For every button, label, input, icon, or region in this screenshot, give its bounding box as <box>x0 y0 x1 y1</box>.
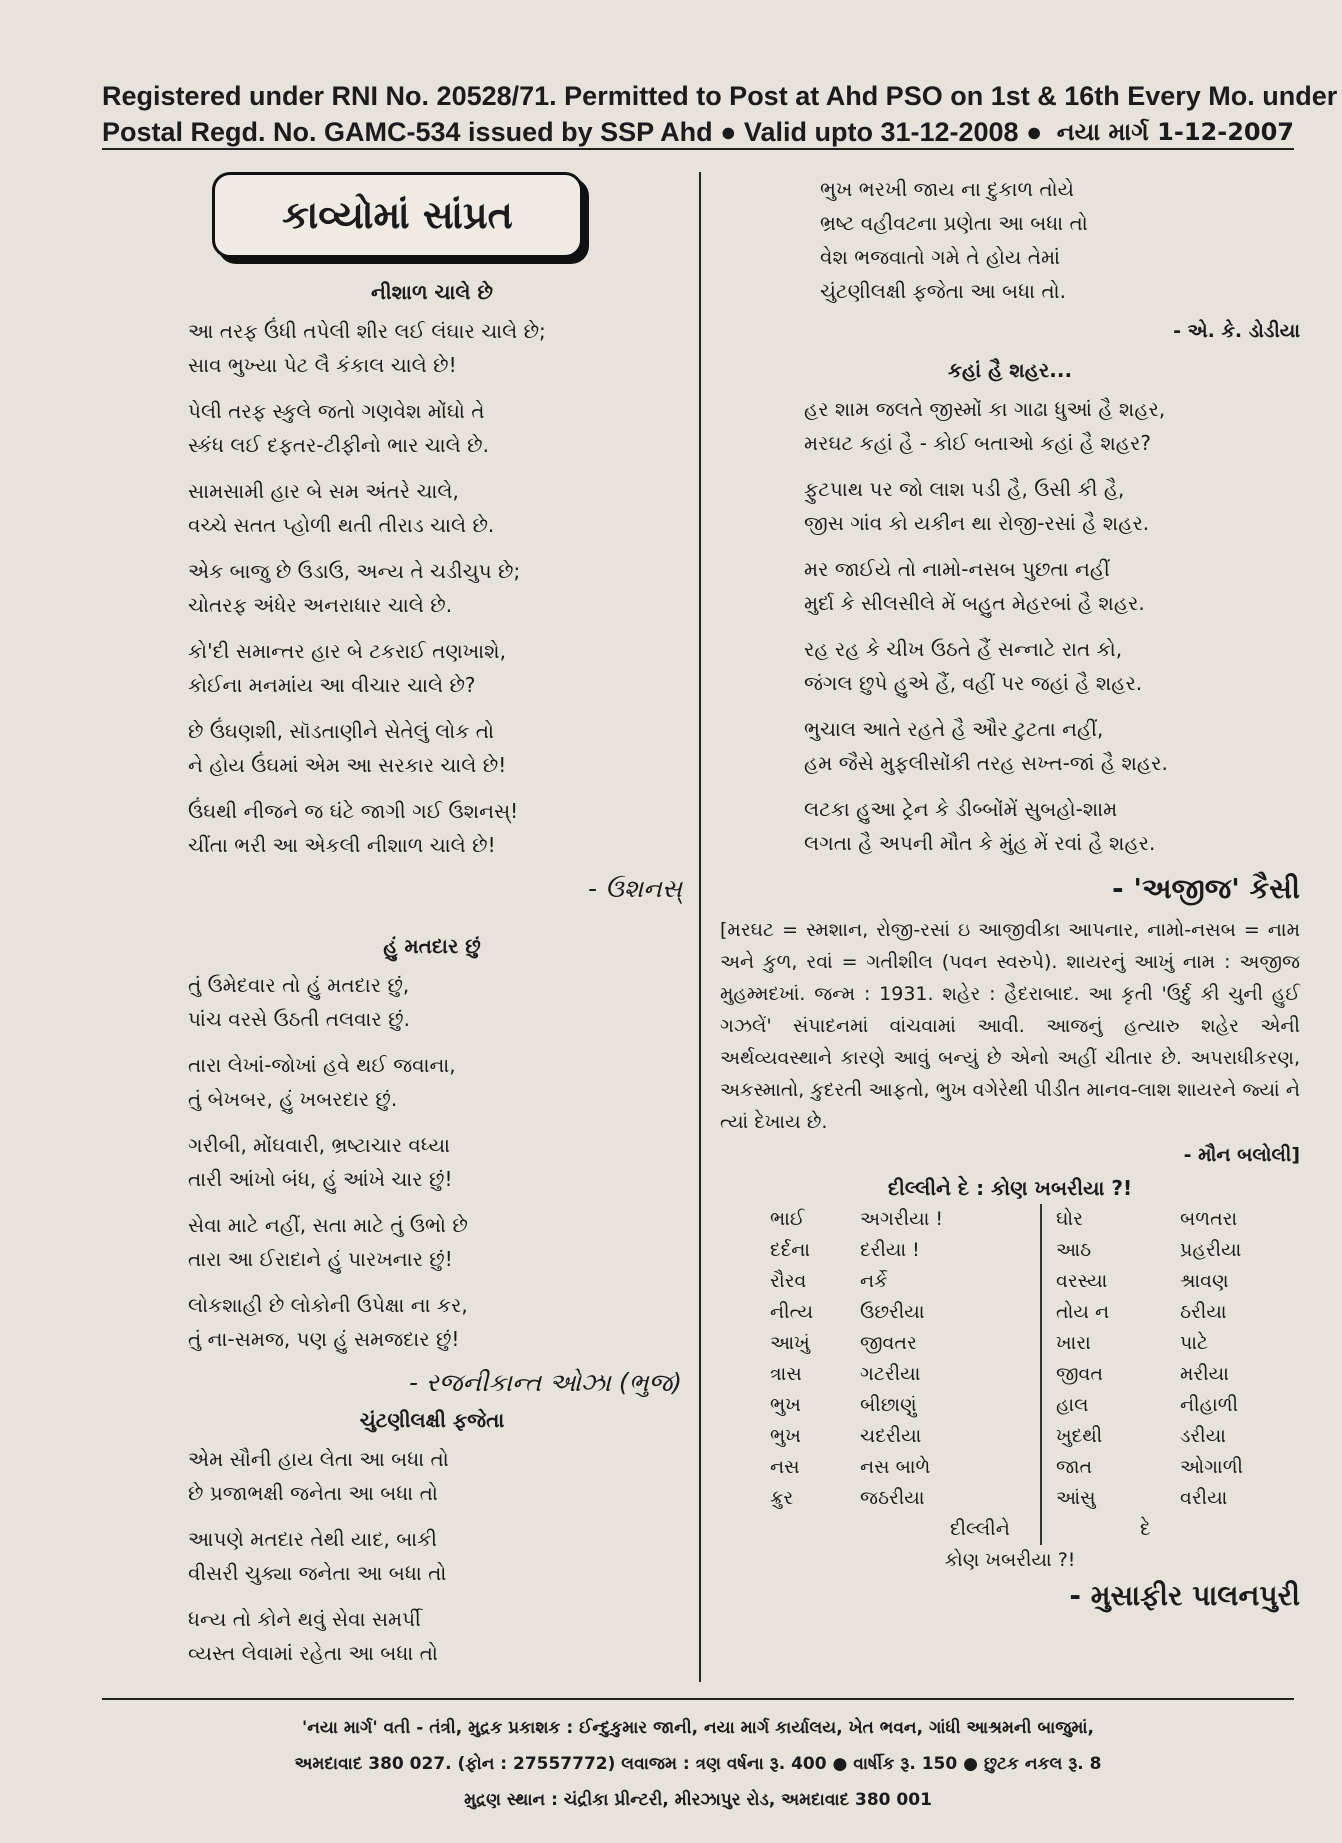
poem-line: લગતા હૈ અપની મૌત કે મુંહ મેં રવાં હૈ શહર. <box>804 831 1156 855</box>
table-row <box>720 1421 1300 1452</box>
table-cell: અગરીયા ! <box>860 1208 944 1230</box>
poem-line: તારી આંખો બંધ, હું આંખે ચાર છું! <box>188 1167 453 1191</box>
poem-line: હર શામ જલતે જીસ્મોં કા ગાઢા ધુઆં હૈ શહર, <box>804 397 1166 421</box>
table-cell: તોય ન <box>1040 1297 1140 1328</box>
stanza <box>188 1602 682 1670</box>
poem-line: જીસ ગાંવ કો યકીન થા રોજી-રસાં હૈ શહર. <box>804 511 1150 535</box>
table-cell: વરીયા <box>1180 1487 1228 1509</box>
table-cell: આઠ <box>1040 1235 1140 1266</box>
table-cell: જીવતર <box>860 1332 917 1354</box>
poem-line: આ તરફ ઉંધી તપેલી શીર લઈ લંઘાર ચાલે છે; <box>188 319 546 343</box>
poem4-body <box>798 392 1300 860</box>
poem-line: મર જાઈયે તો નામો-નસબ પુછતા નહીં <box>804 557 1110 581</box>
stanza <box>188 1288 682 1356</box>
poem3-body <box>182 1442 682 1670</box>
poem-line: ને હોય ઉંઘમાં એમ આ સરકાર ચાલે છે! <box>188 753 507 777</box>
table-row <box>720 1297 1300 1328</box>
footer-line-2: અમદાવાદ 380 027. (ફોન : 27557772) લવાજમ : ત્રણ વર્ષના રૂ. 400 ● વાર્ષીક રૂ. 150 ● છુટક નકલ રૂ. 8 <box>294 1754 1102 1774</box>
table-cell: નીહાળી <box>1180 1394 1239 1416</box>
poem-line: છે પ્રજાભક્ષી જનેતા આ બધા તો <box>188 1481 438 1505</box>
poem-line: ફુટપાથ પર જો લાશ પડી હૈ, ઉસી કી હૈ, <box>804 477 1125 501</box>
poem1-author: - ઉશનસ્ <box>587 874 682 903</box>
table-cell: ખુદથી <box>1040 1421 1140 1452</box>
poem4-author: - 'અજીજ' કૈસી <box>1112 872 1300 905</box>
poem5-closing-right: દે <box>1140 1518 1151 1540</box>
table-cell: પાટે <box>1180 1332 1209 1354</box>
table-cell: જઠરીયા <box>860 1487 925 1509</box>
poem4-note-author: - મૌન બલોલી] <box>1183 1144 1300 1166</box>
poem3-continuation <box>820 172 1300 308</box>
left-column <box>182 170 682 1682</box>
right-column <box>720 172 1300 1613</box>
table-cell: ક્રુર <box>770 1487 794 1509</box>
poem2-body <box>182 968 682 1356</box>
table-row <box>720 1266 1300 1297</box>
poem4-note: [મરઘટ = સ્મશાન, રોજી-રસાં ઇ આજીવીકા આપનાર, નામો-નસબ = નામ અને કુળ, રવાં = ગતીશીલ (પવન સ્વરુપે). શાયરનું આખું નામ : અજીજ મુહમ્મદખાં. જન્મ : 1931. શહેર : હૈદરાબાદ. આ કૃતી 'ઉર્દુ કી ચુની હુઈ ગઝલેં' સંપાદનમાં વાંચવામાં આવી. આજનું હત્યારુ શહેર એની અર્થવ્યવસ્થાને કારણે આવું બન્યું છે એનો અહીં ચીતાર છે. અપરાધીકરણ, અકસ્માતો, કુદરતી આફતો, ભુખ વગેરેથી પીડીત માનવ-લાશ શાયરને જ્યાં ને ત્યાં દેખાય છે. <box>720 919 1300 1133</box>
postal-registration: Postal Regd. No. GAMC-534 issued by SSP Ahd ● Valid upto 31-12-2008 ● <box>102 117 1043 147</box>
poem-line: ચુંટણીલક્ષી ફજેતા આ બધા તો. <box>820 279 1066 303</box>
poem5-title: દીલ્લીને દે : કોણ ખબરીયા ?! <box>887 1176 1133 1200</box>
poem-line: કો'દી સમાન્તર હાર બે ટકરાઈ તણખાશે, <box>188 639 506 663</box>
poem-line: તારા આ ઈરાદાને હું પારખનાર છું! <box>188 1247 453 1271</box>
poem-line: મુર્દા કે સીલસીલે મેં બહુત મેહરબાં હૈ શહર. <box>804 591 1145 615</box>
column-divider <box>699 172 701 1682</box>
table-cell: જીવત <box>1040 1359 1140 1390</box>
table-cell: ભુખ <box>770 1394 801 1416</box>
section-title: કાવ્યોમાં સાંપ્રત <box>212 172 583 258</box>
table-cell: ત્રાસ <box>770 1363 802 1385</box>
table-cell: ડરીયા <box>1180 1425 1226 1447</box>
poem-line: છે ઉંઘણશી, સૉડતાણીને સેતેલું લોક તો <box>188 719 495 743</box>
table-row <box>720 1483 1300 1514</box>
poem-line: વચ્ચે સતત પ્હોળી થતી તીરાડ ચાલે છે. <box>188 513 495 537</box>
stanza <box>188 1442 682 1510</box>
poem-line: વીસરી ચુક્યા જનેતા આ બધા તો <box>188 1561 447 1585</box>
table-cell: નસ બાળે <box>860 1456 931 1478</box>
poem-line: ભ્રષ્ટ વહીવટના પ્રણેતા આ બધા તો <box>820 211 1088 235</box>
table-cell: બીછાણું <box>860 1394 917 1416</box>
table-cell: રૌરવ <box>770 1270 807 1292</box>
poem-line: સાવ ભુખ્યા પેટ લૈ કંકાલ ચાલે છે! <box>188 353 457 377</box>
poem2-title: હું મતદાર છું <box>383 934 481 958</box>
poem-line: વેશ ભજવાતો ગમે તે હોય તેમાં <box>820 245 1061 269</box>
poem5-closing-2: કોણ ખબરીયા ?! <box>944 1549 1076 1571</box>
poem-line: ભુખ ભરખી જાય ના દુકાળ તોયે <box>820 177 1075 201</box>
poem5-closing-left: દીલ્લીને <box>950 1518 1010 1540</box>
poem-line: રહ રહ કે ચીખ ઉઠતે હૈં સન્નાટે રાત કો, <box>804 637 1123 661</box>
stanza <box>804 392 1300 460</box>
poem-line: લોકશાહી છે લોકોની ઉપેક્ષા ના કર, <box>188 1293 468 1317</box>
poem-line: પેલી તરફ સ્કુલે જતો ગણવેશ મોંઘો તે <box>188 399 485 423</box>
stanza <box>804 792 1300 860</box>
table-cell: દર્દના <box>770 1239 811 1261</box>
table-row <box>720 1390 1300 1421</box>
poem5-closing-1 <box>720 1514 1300 1545</box>
poem4-title: કહાં હૈ શહર... <box>947 358 1073 382</box>
table-cell: ઠરીયા <box>1180 1301 1227 1323</box>
stanza <box>188 1522 682 1590</box>
table-cell: આંસુ <box>1040 1483 1140 1514</box>
stanza <box>804 552 1300 620</box>
table-row <box>720 1359 1300 1390</box>
table-cell: ઓગાળી <box>1180 1456 1243 1478</box>
stanza <box>188 968 682 1036</box>
poem-line: આપણે મતદાર તેથી યાદ, બાકી <box>188 1527 438 1551</box>
table-cell: વરસ્યા <box>1040 1266 1140 1297</box>
stanza <box>804 632 1300 700</box>
table-row <box>720 1452 1300 1483</box>
footer-line-3: મુદ્રણ સ્થાન : ચંદ્રીકા પ્રીન્ટરી, મીરઝાપુર રોડ, અમદાવાદ 380 001 <box>464 1790 932 1810</box>
table-cell: હાલ <box>1040 1390 1140 1421</box>
table-cell: ભાઈ <box>770 1208 805 1230</box>
poem-line: સેવા માટે નહીં, સતા માટે તું ઉભો છે <box>188 1213 468 1237</box>
poem-line: એમ સૌની હાય લેતા આ બધા તો <box>188 1447 449 1471</box>
table-cell: ભુખ <box>770 1425 801 1447</box>
poem-line: ભુચાલ આતે રહતે હૈ ઔર ટુટતા નહીં, <box>804 717 1104 741</box>
table-cell: પ્રહરીયા <box>1180 1239 1242 1261</box>
table-cell: નીત્ય <box>770 1301 814 1323</box>
poem-line: તું બેખબર, હું ખબરદાર છું. <box>188 1087 398 1111</box>
table-cell: આખું <box>770 1332 810 1354</box>
poem5-table <box>720 1204 1300 1514</box>
poem-line: ધન્ય તો કોને થવું સેવા સમર્પી <box>188 1607 421 1631</box>
table-row <box>720 1328 1300 1359</box>
table-row <box>720 1235 1300 1266</box>
poem-line: ચીંતા ભરી આ એકલી નીશાળ ચાલે છે! <box>188 833 496 857</box>
poem3-title: ચુંટણીલક્ષી ફજેતા <box>359 1408 505 1432</box>
table-cell: ખારા <box>1040 1328 1140 1359</box>
header-line-2 <box>102 114 1302 150</box>
poem-line: સ્કંધ લઈ દફતર-ટીફીનો ભાર ચાલે છે. <box>188 433 489 457</box>
stanza <box>188 1048 682 1116</box>
poem-line: એક બાજુ છે ઉડાઉ, અન્ય તે ચડીચુપ છે; <box>188 559 521 583</box>
poem-line: ચોતરફ અંધેર અનરાધાર ચાલે છે. <box>188 593 453 617</box>
poem-line: કોઈના મનમાંય આ વીચાર ચાલે છે? <box>188 673 476 697</box>
poem-line: હમ જૈસે મુફલીસોંકી તરહ સખ્ત-જાં હૈ શહર. <box>804 751 1168 775</box>
table-cell: જાત <box>1040 1452 1140 1483</box>
stanza <box>188 1208 682 1276</box>
header-rule <box>102 148 1294 150</box>
poem1-body <box>182 314 682 862</box>
table-cell: ગટરીયા <box>860 1363 921 1385</box>
issue-date: નયા માર્ગ 1-12-2007 <box>1056 118 1294 146</box>
poem-line: ગરીબી, મોંઘવારી, ભ્રષ્ટાચાર વધ્યા <box>188 1133 451 1157</box>
stanza <box>188 634 682 702</box>
stanza <box>188 554 682 622</box>
imprint-footer <box>102 1710 1294 1818</box>
stanza <box>188 474 682 542</box>
poem1-title: નીશાળ ચાલે છે <box>371 280 493 304</box>
header-line-1: Registered under RNI No. 20528/71. Permitted to Post at Ahd PSO on 1st & 16th Every Mo. under <box>102 81 1338 111</box>
poem-line: પાંચ વરસે ઉઠતી તલવાર છું. <box>188 1007 410 1031</box>
table-row <box>720 1204 1300 1235</box>
poem3-author: - એ. કે. ડોડીયા <box>1173 320 1300 342</box>
table-cell: બળતરા <box>1180 1208 1238 1230</box>
poem-line: સામસામી હાર બે સમ અંતરે ચાલે, <box>188 479 459 503</box>
poem-line: ઉંઘથી નીજને જ ઘંટે જાગી ગઈ ઉશનસ્! <box>188 799 519 823</box>
poem-line: વ્યસ્ત લેવામાં રહેતા આ બધા તો <box>188 1641 438 1665</box>
poem2-author: - રજનીકાન્ત ઓઝા (ભુજ) <box>408 1368 682 1397</box>
table-cell: શ્રાવણ <box>1180 1270 1229 1292</box>
poem-line: લટકા હુઆ ટ્રેન કે ડીબ્બોંમેં સુબહો-શામ <box>804 797 1118 821</box>
poem-line: જંગલ છુપે હુએ હૈં, વહીં પર જહાં હૈ શહર. <box>804 671 1143 695</box>
table-cell: ચદરીયા <box>860 1425 922 1447</box>
poem5-author: - મુસાફીર પાલનપુરી <box>1069 1579 1300 1612</box>
postal-header <box>102 78 1338 150</box>
stanza <box>188 1128 682 1196</box>
stanza <box>188 394 682 462</box>
table-cell: ઘોર <box>1040 1204 1140 1235</box>
stanza <box>804 712 1300 780</box>
table-cell: દરીયા ! <box>860 1239 920 1261</box>
footer-rule <box>102 1698 1294 1700</box>
poem-line: તારા લેખાં-જોખાં હવે થઈ જવાના, <box>188 1053 456 1077</box>
poem-line: તું ના-સમજ, પણ હું સમજદાર છું! <box>188 1327 460 1351</box>
poem-line: તું ઉમેદવાર તો હું મતદાર છું, <box>188 973 410 997</box>
stanza <box>188 794 682 862</box>
table-cell: મરીયા <box>1180 1363 1229 1385</box>
table-cell: નસ <box>770 1456 800 1478</box>
footer-line-1: 'નયા માર્ગ' વતી - તંત્રી, મુદ્રક પ્રકાશક : ઈન્દુકુમાર જાની, નયા માર્ગ કાર્યાલય, ખેત ભવન, ગાંધી આશ્રમની બાજુમાં, <box>302 1718 1094 1738</box>
stanza <box>188 714 682 782</box>
poem-line: મરઘટ કહાં હૈ - કોઈ બતાઓ કહાં હૈ શહર? <box>804 431 1151 455</box>
stanza <box>804 472 1300 540</box>
stanza <box>188 314 682 382</box>
table-cell: ઉછરીયા <box>860 1301 925 1323</box>
table-cell: નર્કે <box>860 1270 888 1292</box>
